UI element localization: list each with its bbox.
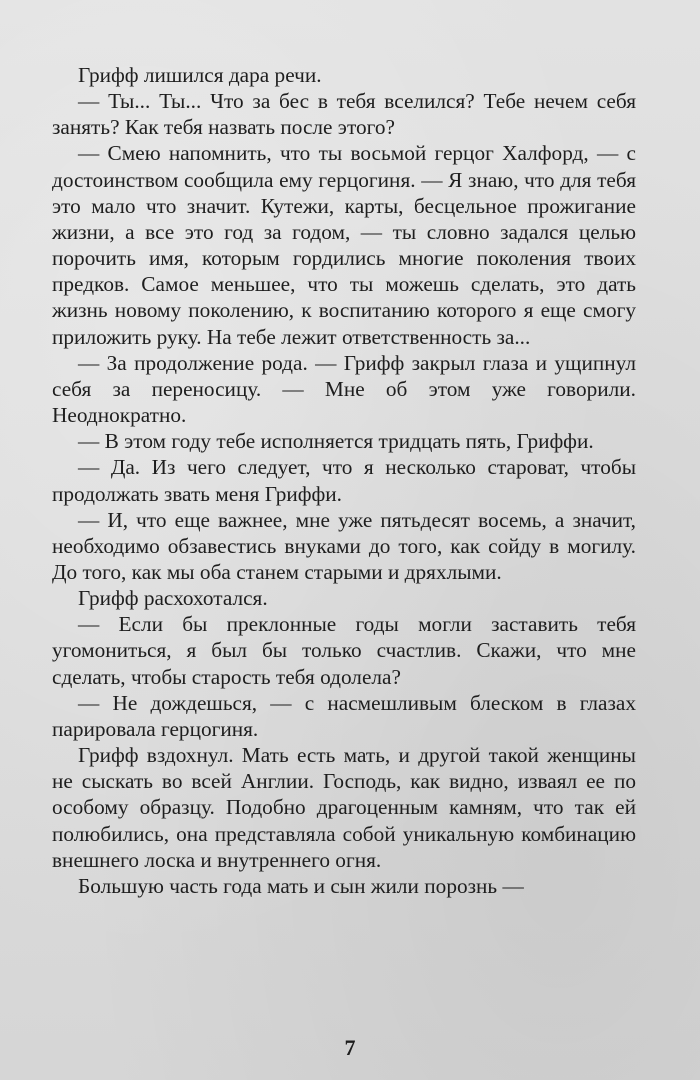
paragraph: — Не дождешься, — с насмешливым блеском в глазах парировала герцогиня. [52,690,636,741]
body-text [52,62,636,899]
paragraph: — За продолжение рода. — Грифф закрыл глаза и ущипнул себя за переносицу. — Мне об этом уже говорили. Неоднократно. [52,350,636,428]
paragraph: — И, что еще важнее, мне уже пятьдесят восемь, а значит, необходимо обзавестись внуками до того, как сойду в могилу. До того, как мы оба станем старыми и дряхлыми. [52,507,636,584]
page-number: 7 [344,1035,356,1060]
paragraph: Грифф вздохнул. Мать есть мать, и другой такой женщины не сыскать во всей Англии. Господь, как видно, изваял ее по особому образцу. Подобно драгоценным камням, что так ей полюбились, она представляла собой уникальную комбинацию внешнего лоска и внутреннего огня. [52,743,636,872]
paragraph: — Ты... Ты... Что за бес в тебя вселился? Тебе нечем себя занять? Как тебя назвать после этого? [52,89,636,140]
paragraph: — Да. Из чего следует, что я несколько староват, чтобы продолжать звать меня Гриффи. [52,455,636,506]
paragraph: — Смею напомнить, что ты восьмой герцог Халфорд, — с достоинством сообщила ему герцогиня. — Я знаю, что для тебя это мало что значит. Кутежи, карты, бесцельное прожигание жизни, а все это год за годом, — ты словно задался целью порочить имя, которым гордились многие поколения твоих предков. Самое меньшее, что ты можешь сделать, это дать жизнь новому поколению, к воспитанию которого я еще смогу приложить руку. На тебе лежит ответственность за... [52,141,636,349]
paragraph: Большую часть года мать и сын жили порознь — [78,873,524,898]
paragraph: Грифф лишился дара речи. [78,63,322,87]
paragraph: Грифф расхохотался. [78,586,268,611]
paragraph: — В этом году тебе исполняется тридцать пять, Гриффи. [78,429,594,454]
paragraph: — Если бы преклонные годы могли заставить тебя угомониться, я был бы только счастлив. Скажи, что мне сделать, чтобы старость тебя одолела? [52,612,636,689]
